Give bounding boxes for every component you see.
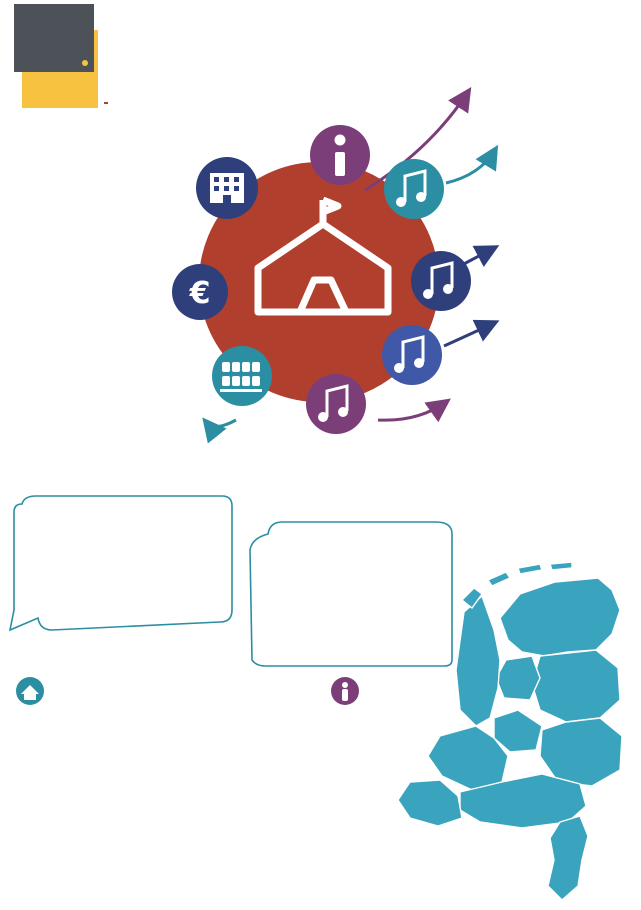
svg-text:€: € xyxy=(189,276,211,311)
netherlands-map xyxy=(390,560,641,910)
person-icon-chart xyxy=(331,677,359,705)
combo-chart xyxy=(0,676,360,910)
house-icon xyxy=(16,677,44,705)
